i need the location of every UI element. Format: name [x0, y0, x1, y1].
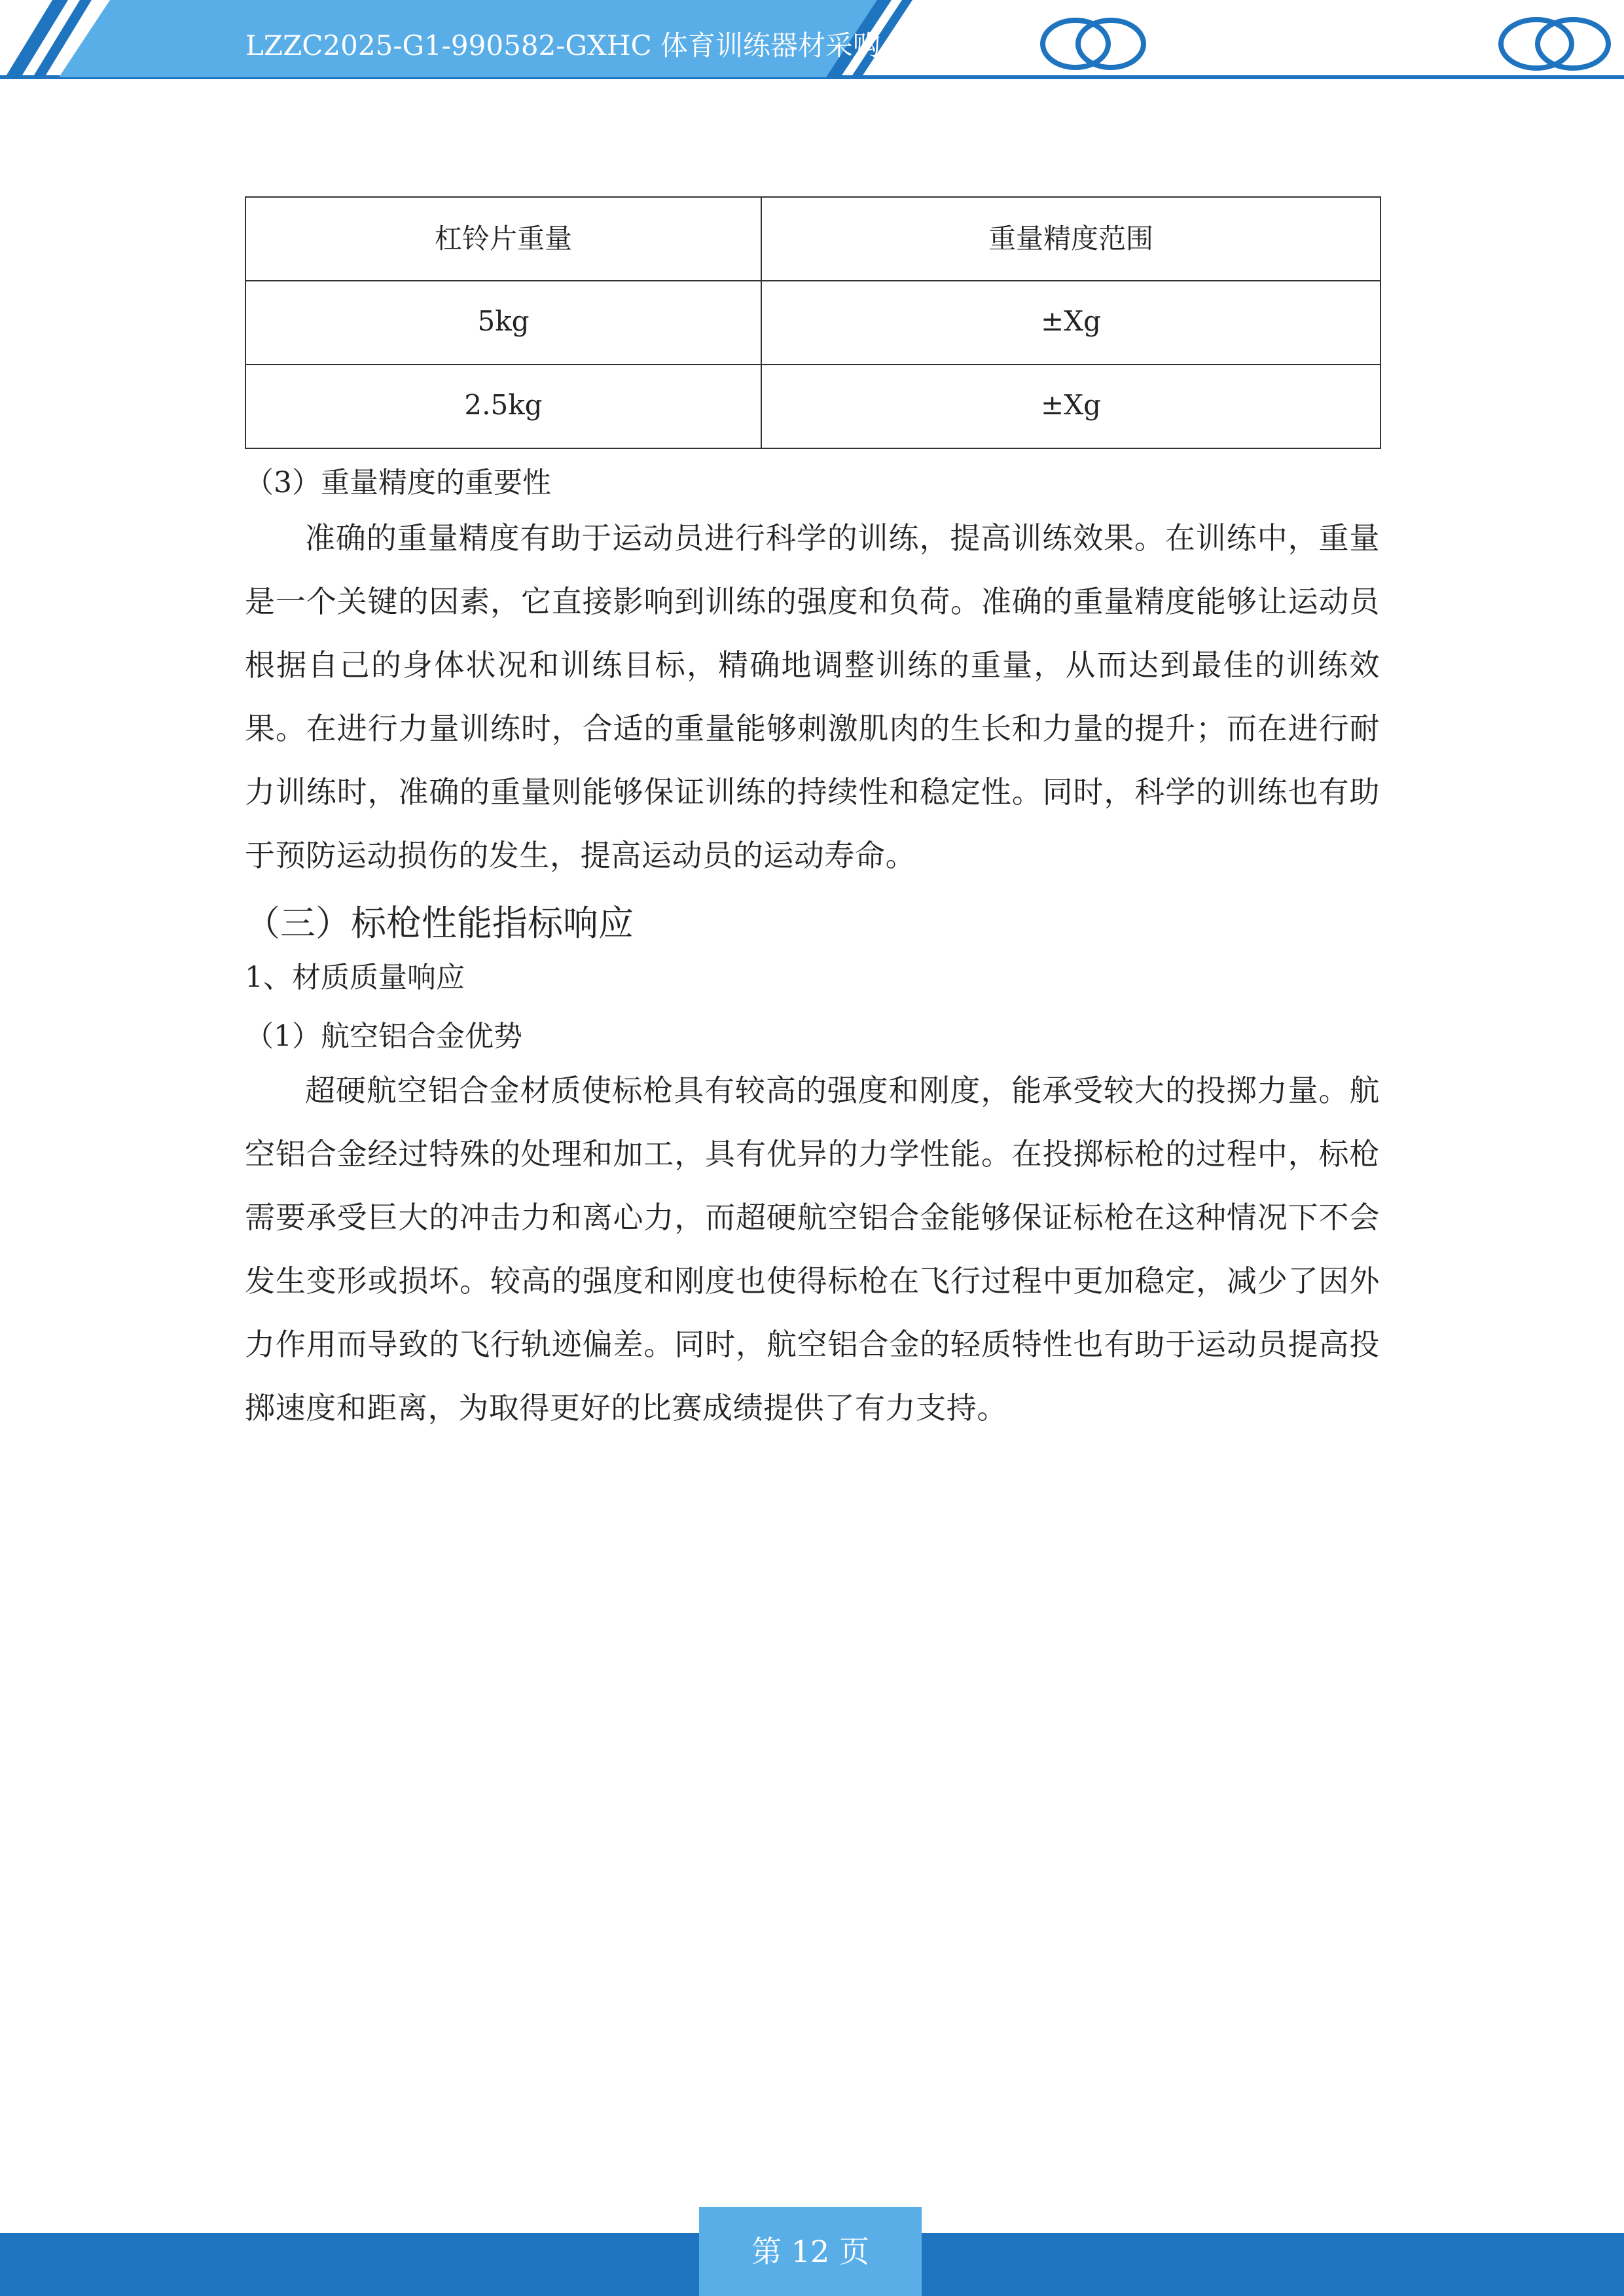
paragraph-aluminum-advantage: 超硬航空铝合金材质使标枪具有较高的强度和刚度，能承受较大的投掷力量。航空铝合金经过特殊的处理和加工，具有优异的力学性能。在投掷标枪的过程中，标枪需要承受巨大的冲击力和离心力，而超硬航空铝合金能够保证标枪在这种情况下不会发生变形或损坏。较高的强度和刚度也使得标枪在飞行过程中更加稳定，减少了因外力作用而导致的飞行轨迹偏差。同时，航空铝合金的轻质特性也有助于运动员提高投掷速度和距离，为取得更好的比赛成绩提供了有力支持。 — [245, 1073, 1380, 1426]
section-heading-javelin: （三）标枪性能指标响应 — [245, 903, 634, 944]
subheading-aluminum-advantage: （1）航空铝合金优势 — [245, 1020, 522, 1053]
header-title: LZZC2025-G1-990582-GXHC 体育训练器材采购 — [245, 29, 881, 62]
table-cell: ±Xg — [761, 365, 1380, 448]
subheading-weight-precision-importance: （3）重量精度的重要性 — [245, 466, 551, 499]
table-header-cell: 重量精度范围 — [761, 197, 1380, 281]
table-row — [245, 365, 1380, 448]
table-cell: 2.5kg — [245, 365, 761, 448]
paragraph-weight-precision: 准确的重量精度有助于运动员进行科学的训练，提高训练效果。在训练中，重量是一个关键的因素，它直接影响到训练的强度和负荷。准确的重量精度能够让运动员根据自己的身体状况和训练目标，精确地调整训练的重量，从而达到最佳的训练效果。在进行力量训练时，合适的重量能够刺激肌肉的生长和力量的提升；而在进行耐力训练时，准确的重量则能够保证训练的持续性和稳定性。同时，科学的训练也有助于预防运动损伤的发生，提高运动员的运动寿命。 — [245, 520, 1380, 873]
page-number: 第 12 页 — [699, 2207, 922, 2296]
company-logo-icon — [1496, 14, 1614, 73]
item-material-quality: 1、材质质量响应 — [245, 961, 465, 994]
table-cell: 5kg — [245, 281, 761, 365]
weight-precision-table — [245, 196, 1381, 449]
table-cell: ±Xg — [761, 281, 1380, 365]
table-header-row — [245, 197, 1380, 281]
page-header — [0, 0, 1624, 85]
table-header-cell: 杠铃片重量 — [245, 197, 761, 281]
company-logo-icon — [1038, 14, 1149, 73]
table-row — [245, 281, 1380, 365]
page-content — [245, 196, 1380, 1440]
